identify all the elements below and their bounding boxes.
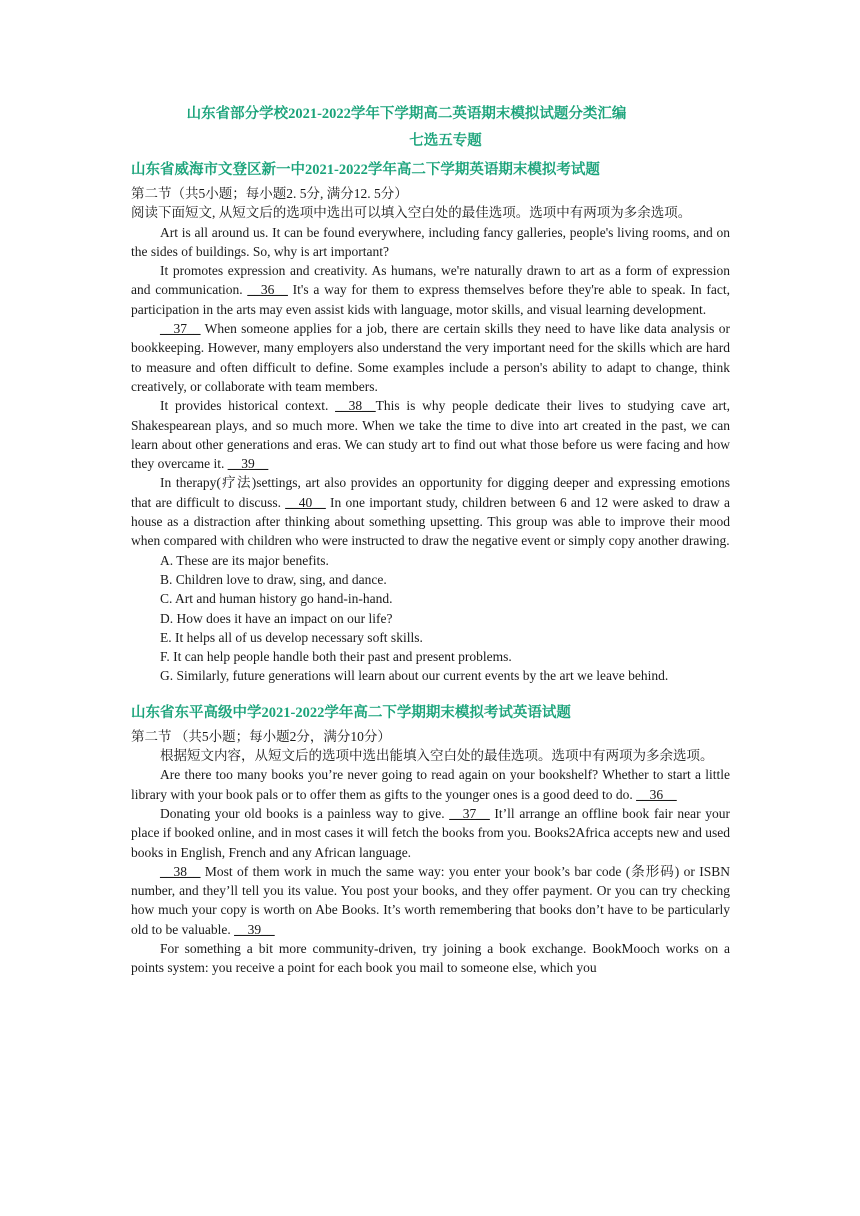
section-one-paragraph-5 (131, 473, 730, 550)
blank-40: __40__ (285, 494, 326, 510)
option-b: B. Children love to draw, sing, and dance. (160, 571, 387, 587)
paragraph-text: It's a way for them to express themselves before they're able to speak. In fact, participation in the arts may even assist kids with language, motor skills, and visual learning development. (131, 282, 730, 317)
section-two (131, 702, 730, 978)
paragraph-text: Donating your old books is a painless way to give. (160, 805, 450, 821)
paragraph-text: Most of them work in much the same way: you enter your book’s bar code (条形码) or ISBN number, and they’ll tell you its value. You post your books, and they offer payment. Or you can try checking how much your copy is worth on Abe Books. It’s worth remembering that books don’t have to be particularly old to be valuable. (131, 863, 730, 937)
paragraph-text: In therapy(疗法)settings, art also provides an opportunity for digging deeper and expressing emotions that are difficult to discuss. (131, 475, 730, 510)
section-one-paragraph-2 (131, 261, 730, 319)
section-one-school-title: 山东省威海市文登区新一中2021-2022学年高二下学期英语期末模拟考试题 (131, 162, 600, 178)
section-two-instruction: 根据短文内容，从短文后的选项中选出能填入空白处的最佳选项。选项中有两项为多余选项。 (160, 748, 714, 764)
section-two-paragraph-4: For something a bit more community-driven, try joining a book exchange. BookMooch works on a points system: you receive a point for each book you mail to someone else, which you (131, 940, 730, 976)
section-one-paragraph-3 (131, 319, 730, 396)
option-f: F. It can help people handle both their past and present problems. (160, 649, 512, 665)
section-two-school-title: 山东省东平高级中学2021-2022学年高二下学期期末模拟考试英语试题 (131, 704, 571, 721)
section-two-paragraph-1 (131, 765, 730, 804)
section-one-header: 第二节（共5小题；每小题2. 5分, 满分12. 5分） (131, 186, 408, 201)
blank-36: __36__ (247, 282, 288, 298)
option-d: D. How does it have an impact on our life? (160, 610, 393, 626)
section-one (131, 159, 730, 686)
document-page (131, 100, 730, 978)
paragraph-text: When someone applies for a job, there are certain skills they need to have like data analysis or bookkeeping. However, many employers also understand the very important need for the skills which are hard to measure and often difficult to define. Some examples include a person's ability to adapt to change, think creatively, or collaborate with team members. (131, 321, 730, 394)
section-two-paragraph-2 (131, 804, 730, 862)
paragraph-text: This is why people dedicate their lives to studying cave art, Shakespearean plays, and so much more. When we take the time to dive into art created in the past, we can learn about other generations and eras. We can study art to find out what those before us were facing and how they overcame it. (131, 398, 730, 472)
option-e: E. It helps all of us develop necessary soft skills. (160, 629, 423, 645)
option-g: G. Similarly, future generations will learn about our current events by the art we leave behind. (160, 668, 669, 684)
blank-38: __38__ (335, 398, 376, 414)
paragraph-text: Are there too many books you’re never going to read again on your bookshelf? Whether to start a little library with your book pals or to offer them as gifts to the younger ones is a good deed to do. (131, 767, 730, 802)
paragraph-text: In one important study, children between 6 and 12 were asked to draw a house as a distraction after thinking about something upsetting. This group was able to improve their mood when compared with children who were instructed to draw the negative event or simply copy another drawing. (131, 494, 730, 549)
option-c: C. Art and human history go hand-in-hand. (160, 591, 393, 607)
paragraph-text: It promotes expression and creativity. As humans, we're naturally drawn to art as a form of expression and communication. (131, 263, 730, 298)
blank-38: __38__ (160, 863, 201, 879)
sub-title: 七选五专题 (409, 133, 482, 149)
paragraph-text: It provides historical context. (160, 398, 336, 414)
blank-39: __39__ (227, 456, 269, 472)
section-one-paragraph-1: Art is all around us. It can be found everywhere, including fancy galleries, people's living rooms, and on the sides of buildings. So, why is art important? (131, 224, 730, 259)
option-a: A. These are its major benefits. (160, 552, 329, 568)
section-one-paragraph-4 (131, 396, 730, 473)
paragraph-text: It’ll arrange an offline book fair near your place if booked online, and in most cases it will fetch the books from you. Books2Africa accepts new and used books in English, French and any African language. (131, 805, 731, 860)
blank-39: __39__ (234, 921, 275, 937)
blank-37: __37__ (160, 321, 201, 337)
main-title: 山东省部分学校2021-2022学年下学期高二英语期末模拟试题分类汇编 (186, 106, 627, 122)
blank-36: __36__ (636, 786, 677, 802)
blank-37: __37__ (449, 805, 490, 821)
section-two-paragraph-3 (131, 862, 730, 939)
section-one-instruction: 阅读下面短文, 从短文后的选项中选出可以填入空白处的最佳选项。选项中有两项为多余选项。 (131, 205, 692, 221)
section-two-header: 第二节 （共5小题；每小题2分，满分10分） (131, 728, 391, 744)
